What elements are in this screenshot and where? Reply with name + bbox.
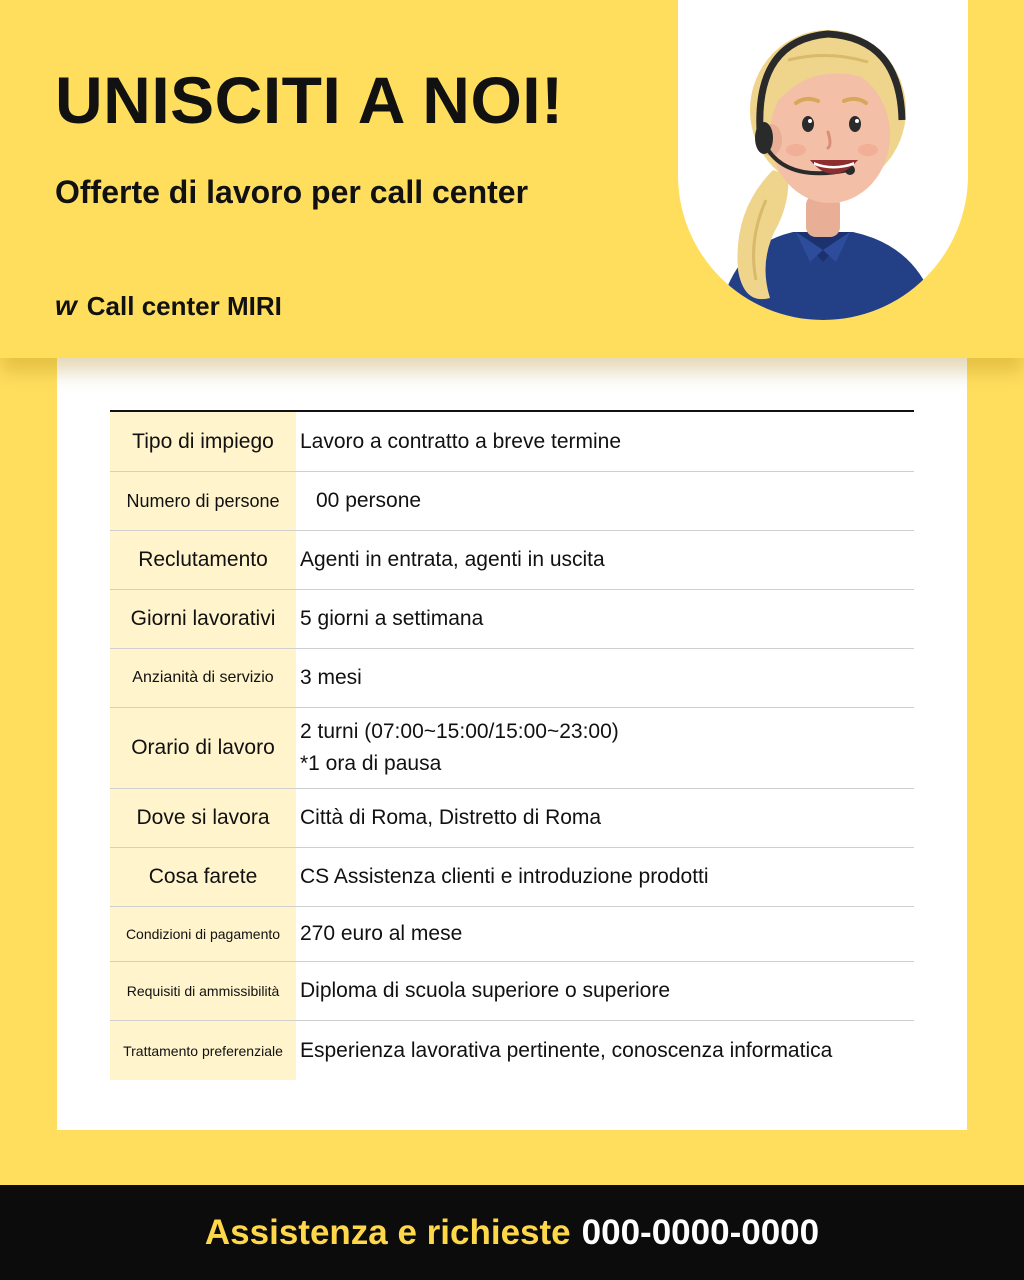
row-value: [296, 962, 914, 1020]
brand-name: Call center MIRI: [86, 290, 282, 321]
row-value: [296, 708, 914, 788]
header: [0, 0, 1024, 358]
row-label: Orario di lavoro: [110, 708, 296, 788]
row-value: [296, 848, 914, 906]
table-row: [110, 590, 914, 649]
table-row: [110, 907, 914, 962]
table-row: [110, 531, 914, 590]
table-row: [110, 708, 914, 789]
contact-phone[interactable]: 000-0000-0000: [581, 1212, 820, 1252]
avatar-card: [678, 0, 968, 320]
row-value: [296, 907, 914, 961]
row-label: Trattamento preferenziale: [110, 1021, 296, 1080]
row-value-text: 00 persone: [316, 489, 422, 512]
page-subtitle: Offerte di lavoro per call center: [55, 174, 529, 210]
row-label: Numero di persone: [110, 472, 296, 530]
brand: [55, 290, 282, 322]
contact-footer: [0, 1185, 1024, 1280]
table-row: [110, 962, 914, 1021]
row-value-text: Città di Roma, Distretto di Roma: [300, 806, 602, 829]
row-label: Condizioni di pagamento: [110, 907, 296, 961]
page-title: UNISCITI A NOI!: [55, 63, 564, 137]
row-value: [296, 649, 914, 707]
row-value-text: 5 giorni a settimana: [300, 607, 484, 630]
table-row: [110, 848, 914, 907]
row-value-text: Diploma di scuola superiore o superiore: [300, 979, 671, 1002]
row-label: Tipo di impiego: [110, 412, 296, 471]
row-value-text: CS Assistenza clienti e introduzione prodotti: [300, 865, 709, 888]
row-label: Giorni lavorativi: [110, 590, 296, 648]
row-value: [296, 789, 914, 847]
table-row: [110, 649, 914, 708]
row-label: Dove si lavora: [110, 789, 296, 847]
row-value-text: Lavoro a contratto a breve termine: [300, 429, 622, 453]
row-value-text: Esperienza lavorativa pertinente, conoscenza informatica: [300, 1038, 833, 1062]
table-row: [110, 1021, 914, 1080]
row-value: [296, 531, 914, 589]
row-value: [296, 472, 914, 530]
job-details-table: [110, 410, 914, 1080]
brand-logo-icon: w: [55, 290, 77, 321]
row-value: [296, 412, 914, 471]
row-value-note: *1 ora di pausa: [300, 752, 442, 775]
row-value-text: Agenti in entrata, agenti in uscita: [300, 548, 605, 571]
table-row: [110, 412, 914, 472]
row-value: [296, 590, 914, 648]
row-value-text: 270 euro al mese: [300, 922, 463, 945]
table-row: [110, 472, 914, 531]
row-label: Cosa farete: [110, 848, 296, 906]
table-row: [110, 789, 914, 848]
call-center-agent-headset-avatar-icon: [678, 0, 968, 320]
row-value-text: 2 turni (07:00~15:00/15:00~23:00): [300, 720, 619, 743]
contact-label: Assistenza e richieste: [204, 1212, 571, 1252]
row-value-text: 3 mesi: [300, 666, 362, 689]
row-label: Requisiti di ammissibilità: [110, 962, 296, 1020]
row-label: Anzianità di servizio: [110, 649, 296, 707]
row-label: Reclutamento: [110, 531, 296, 589]
row-value: [296, 1021, 914, 1080]
